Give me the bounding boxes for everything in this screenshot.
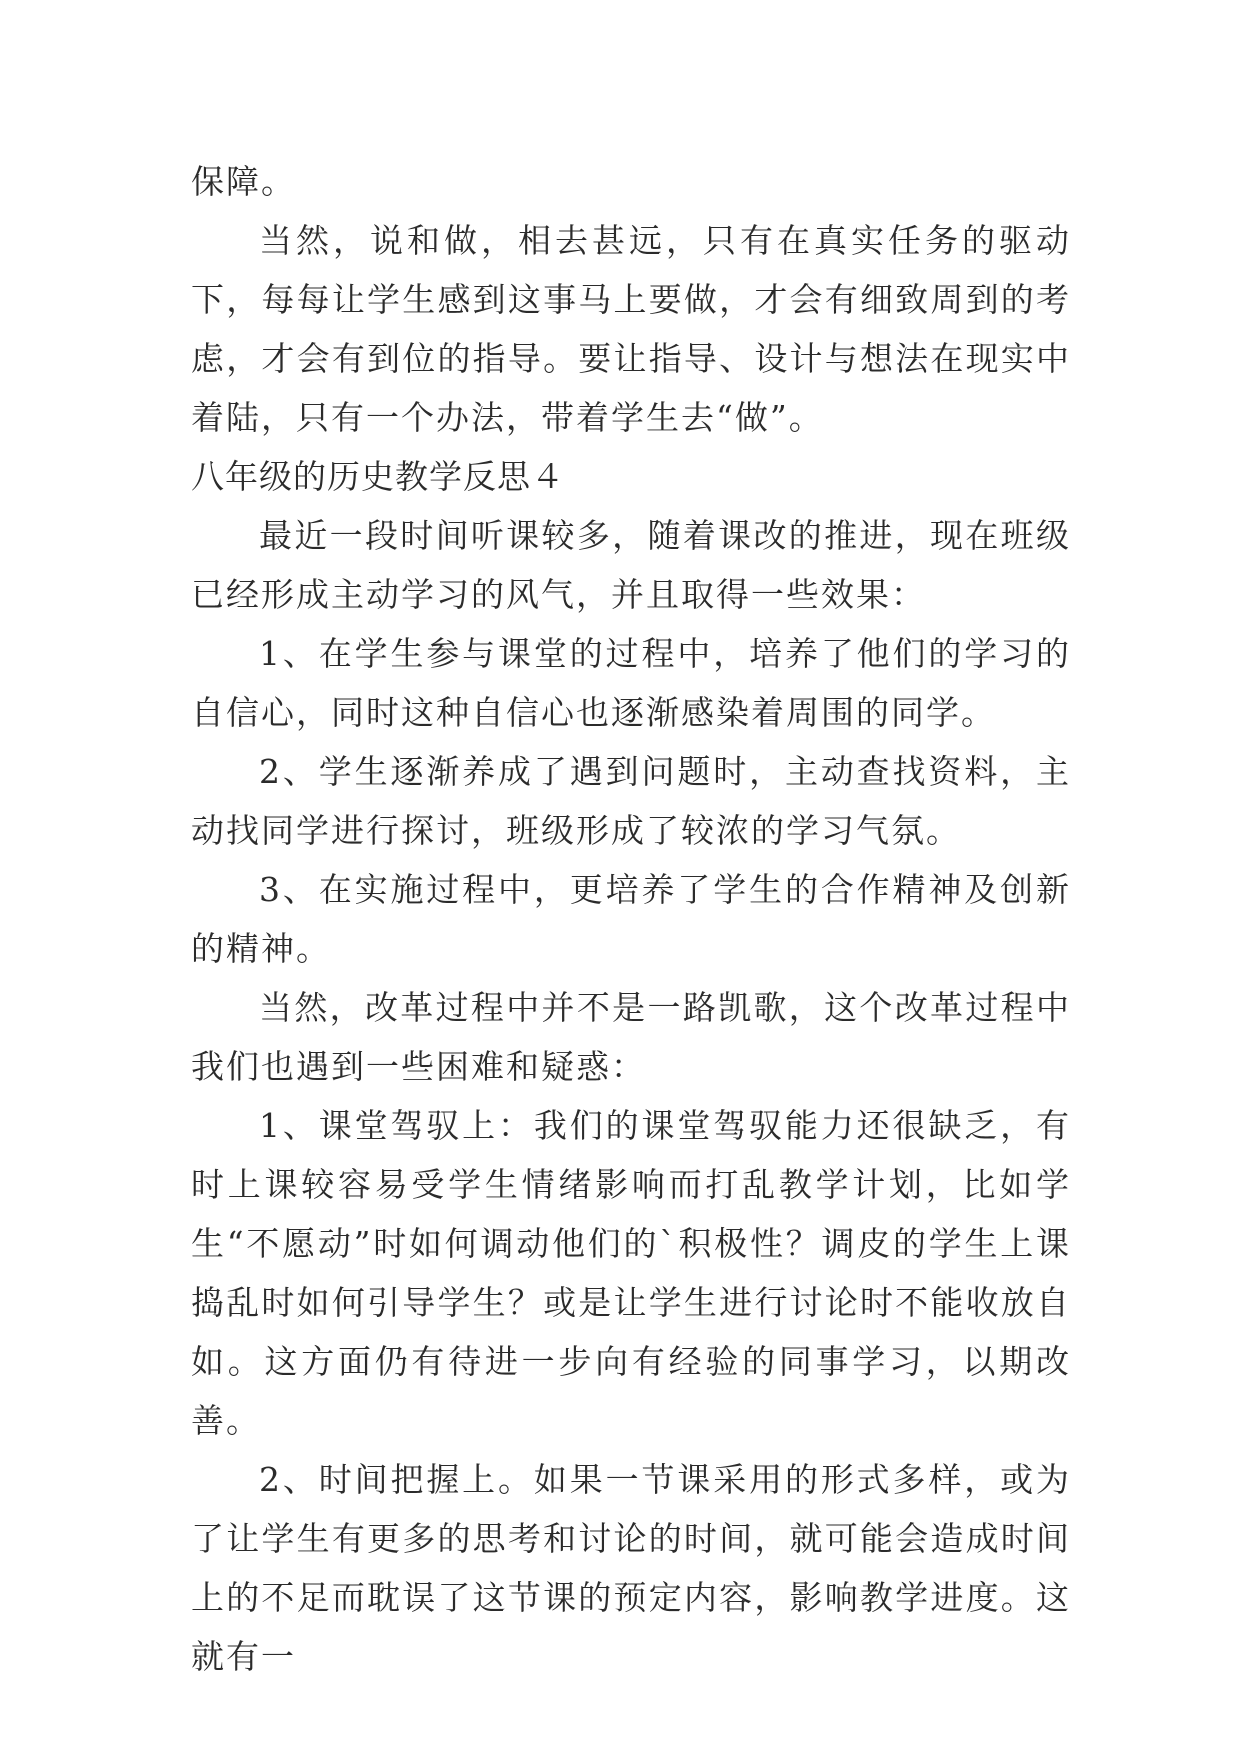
list-item: 2、学生逐渐养成了遇到问题时，主动查找资料，主动找同学进行探讨，班级形成了较浓的学习气氛。 [191, 752, 1071, 850]
list-item: 1、课堂驾驭上：我们的课堂驾驭能力还很缺乏，有时上课较容易受学生情绪影响而打乱教学计划，比如学生“不愿动”时如何调动他们的`积极性？调皮的学生上课捣乱时如何引导学生？或是让学生进行讨论时不能收放自如。这方面仍有待进一步向有经验的同事学习，以期改善。 [191, 1106, 1071, 1440]
paragraph: 当然，改革过程中并不是一路凯歌，这个改革过程中我们也遇到一些困难和疑惑： [191, 988, 1071, 1086]
section-heading: 八年级的历史教学反思４ [191, 457, 565, 496]
list-item: 3、在实施过程中，更培养了学生的合作精神及创新的精神。 [191, 870, 1071, 968]
list-item: 2、时间把握上。如果一节课采用的形式多样，或为了让学生有更多的思考和讨论的时间，就可能会造成时间上的不足而耽误了这节课的预定内容，影响教学进度。这就有一 [191, 1460, 1071, 1676]
paragraph: 当然，说和做，相去甚远，只有在真实任务的驱动下，每每让学生感到这事马上要做，才会有细致周到的考虑，才会有到位的指导。要让指导、设计与想法在现实中着陆，只有一个办法，带着学生去“做”。 [191, 221, 1071, 437]
document-body [191, 152, 1071, 1686]
paragraph: 最近一段时间听课较多，随着课改的推进，现在班级已经形成主动学习的风气，并且取得一些效果： [191, 516, 1071, 614]
paragraph-continuation: 保障。 [191, 162, 296, 201]
list-item: 1、在学生参与课堂的过程中，培养了他们的学习的自信心，同时这种自信心也逐渐感染着周围的同学。 [191, 634, 1071, 732]
